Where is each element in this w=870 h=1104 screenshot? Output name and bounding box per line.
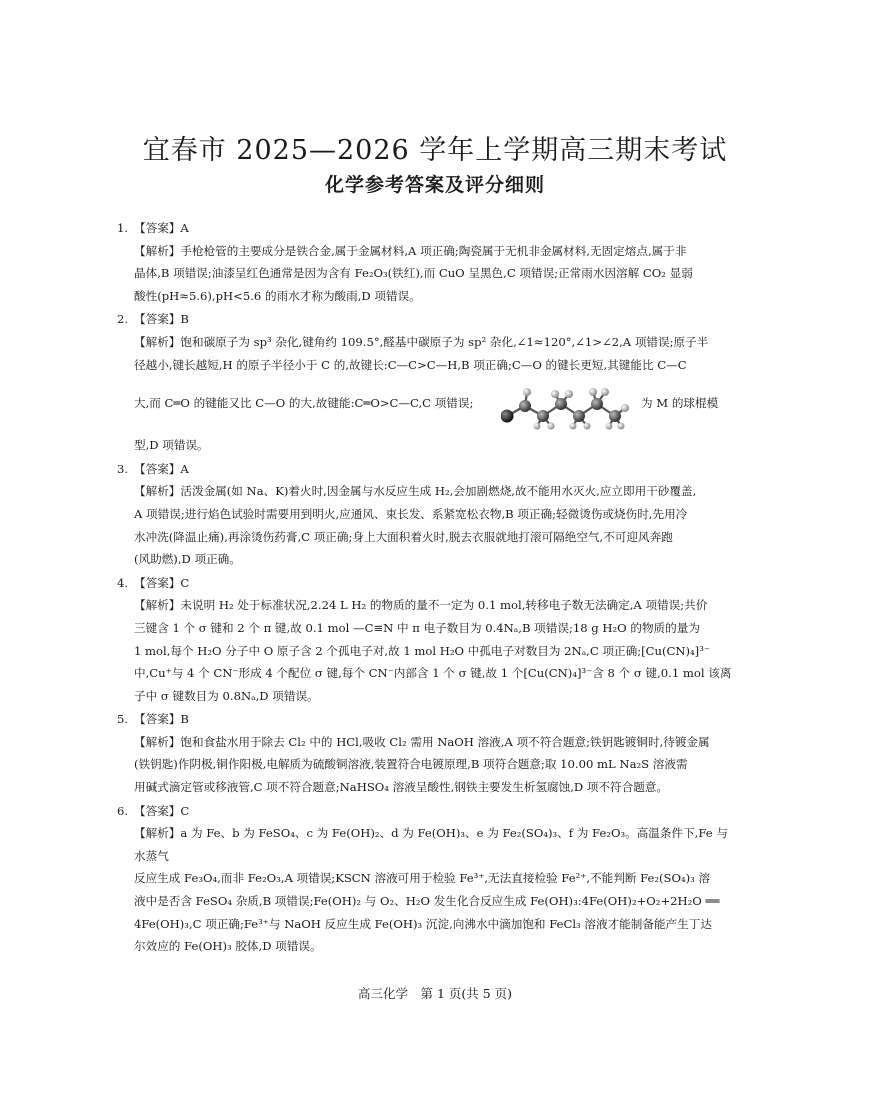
explanation-line: 子中 σ 键数目为 0.8Nₐ,D 项错误。: [134, 688, 319, 703]
explanation-line: 液中是否含 FeSO₄ 杂质,B 项错误;Fe(OH)₂ 与 O₂、H₂O 发生化合反应生成 Fe(OH)₃:4Fe(OH)₂+O₂+2H₂O ══: [134, 894, 720, 909]
question-4-explanation: [134, 594, 739, 707]
explanation-line: A 项错误;进行焰色试验时需要用到明火,应通风、束长发、系紧宽松衣物,B 项正确;轻微烫伤或烧伤时,先用冷: [134, 506, 688, 521]
explanation-line: 【解析】饱和食盐水用于除去 Cl₂ 中的 HCl,吸收 Cl₂ 需用 NaOH 溶液,A 项不符合题意;铁钥匙镀铜时,待镀金属: [134, 734, 710, 749]
explanation-line: 晶体,B 项错误;油漆呈红色通常是因为含有 Fe₂O₃(铁红),而 CuO 呈黑色,C 项错误;正常雨水因溶解 CO₂ 显弱: [134, 266, 693, 281]
question-2-explanation: [134, 331, 739, 457]
explanation-line: 为 M 的球棍模: [641, 396, 719, 411]
question-6-explanation: [134, 822, 739, 958]
answer-label: 【答案】C: [134, 575, 190, 590]
question-number: 5.: [117, 712, 129, 727]
explanation-line: 径越小,键长越短,H 的原子半径小于 C 的,故键长:C—C>C—H,B 项正确;C—O 的键长更短,其键能比 C—C: [134, 357, 687, 372]
explanation-line: 用碱式滴定管或移液管,C 项不符合题意;NaHSO₄ 溶液呈酸性,钢铁主要发生析氢腐蚀,D 项不符合题意。: [134, 780, 669, 795]
answer-label: 【答案】B: [134, 312, 189, 327]
explanation-line: 【解析】饱和碳原子为 sp³ 杂化,键角约 109.5°,醛基中碳原子为 sp² 杂化,∠1≈120°,∠1>∠2,A 项错误;原子半: [134, 334, 709, 349]
answer-label: 【答案】A: [134, 221, 189, 235]
explanation-line: 大,而 C═O 的键能又比 C—O 的大,故键能:C═O>C—C,C 项错误;: [134, 396, 474, 411]
explanation-line: 反应生成 Fe₃O₄,而非 Fe₂O₃,A 项错误;KSCN 溶液可用于检验 Fe³⁺,无法直接检验 Fe²⁺,不能判断 Fe₂(SO₄)₃ 溶: [134, 871, 711, 886]
question-number: 4.: [117, 575, 129, 590]
page-title: 宜春市 2025—2026 学年上学期高三期末考试: [142, 135, 728, 166]
explanation-line: 尔效应的 Fe(OH)₃ 胶体,D 项错误。: [134, 939, 322, 954]
explanation-line: 三键含 1 个 σ 键和 2 个 π 键,故 0.1 mol —C≡N 中 π 电子数目为 0.4Nₐ,B 项错误;18 g H₂O 的物质的量为: [134, 620, 700, 635]
explanation-line: 【解析】手枪枪管的主要成分是铁合金,属于金属材料,A 项正确;陶瓷属于无机非金属材料,无固定熔点,属于非: [134, 243, 687, 258]
question-number: 1.: [117, 221, 129, 235]
explanation-line: 水冲洗(降温止痛),再涂烫伤药膏,C 项正确;身上大面积着火时,脱去衣服就地打滚可隔绝空气,不可迎风奔跑: [134, 529, 673, 544]
explanation-line: 型,D 项错误。: [134, 438, 209, 453]
page-subtitle: 化学参考答案及评分细则: [324, 174, 545, 196]
explanation-line: 中,Cu⁺与 4 个 CN⁻形成 4 个配位 σ 键,每个 CN⁻内部含 1 个 σ 键,故 1 个[Cu(CN)₄]³⁻含 8 个 σ 键,0.1 mol 该离: [134, 666, 732, 681]
explanation-line: 【解析】未说明 H₂ 处于标准状况,2.24 L H₂ 的物质的量不一定为 0.1 mol,转移电子数无法确定,A 项错误;共价: [134, 598, 708, 613]
page-footer: 高三化学 第 1 页(共 5 页): [357, 986, 513, 1001]
question-2-answer: [117, 308, 739, 331]
answer-label: 【答案】B: [134, 712, 189, 727]
question-3-answer: [117, 458, 739, 481]
question-number: 2.: [117, 312, 129, 327]
question-number: 6.: [117, 803, 129, 818]
explanation-line: 【解析】a 为 Fe、b 为 FeSO₄、c 为 Fe(OH)₂、d 为 Fe(OH)₃、e 为 Fe₂(SO₄)₃、f 为 Fe₂O₃。高温条件下,Fe 与水蒸气: [134, 826, 728, 863]
question-4-answer: [117, 572, 739, 595]
question-3-explanation: [134, 480, 739, 570]
explanation-line: 1 mol,每个 H₂O 分子中 O 原子含 2 个孤电子对,故 1 mol H₂O 中孤电子对数目为 2Nₐ,C 项正确;[Cu(CN)₄]³⁻: [134, 643, 710, 658]
question-6-answer: [117, 800, 739, 823]
question-number: 3.: [117, 461, 129, 476]
answer-list: [117, 216, 739, 958]
ball-and-stick-model-image: [501, 376, 641, 430]
explanation-line: (铁钥匙)作阴极,铜作阳极,电解质为硫酸铜溶液,装置符合电镀原理,B 项符合题意;取 10.00 mL Na₂S 溶液需: [134, 757, 688, 772]
explanation-line: 【解析】活泼金属(如 Na、K)着火时,因金属与水反应生成 H₂,会加剧燃烧,故不能用水灭火,应立即用干砂覆盖,: [134, 484, 697, 499]
question-5-explanation: [134, 731, 739, 799]
question-5-answer: [117, 708, 739, 731]
explanation-line: 酸性(pH≈5.6),pH<5.6 的雨水才称为酸雨,D 项错误。: [134, 288, 421, 303]
question-1-answer: [117, 217, 739, 240]
answer-label: 【答案】A: [134, 461, 189, 476]
explanation-line: 4Fe(OH)₃,C 项正确;Fe³⁺与 NaOH 反应生成 Fe(OH)₃ 沉淀,向沸水中滴加饱和 FeCl₃ 溶液才能制备能产生丁达: [134, 916, 712, 931]
molecule-line: [134, 376, 739, 430]
explanation-line: (风助燃),D 项正确。: [134, 552, 241, 567]
answer-label: 【答案】C: [134, 803, 190, 818]
question-1-explanation: [134, 240, 739, 308]
